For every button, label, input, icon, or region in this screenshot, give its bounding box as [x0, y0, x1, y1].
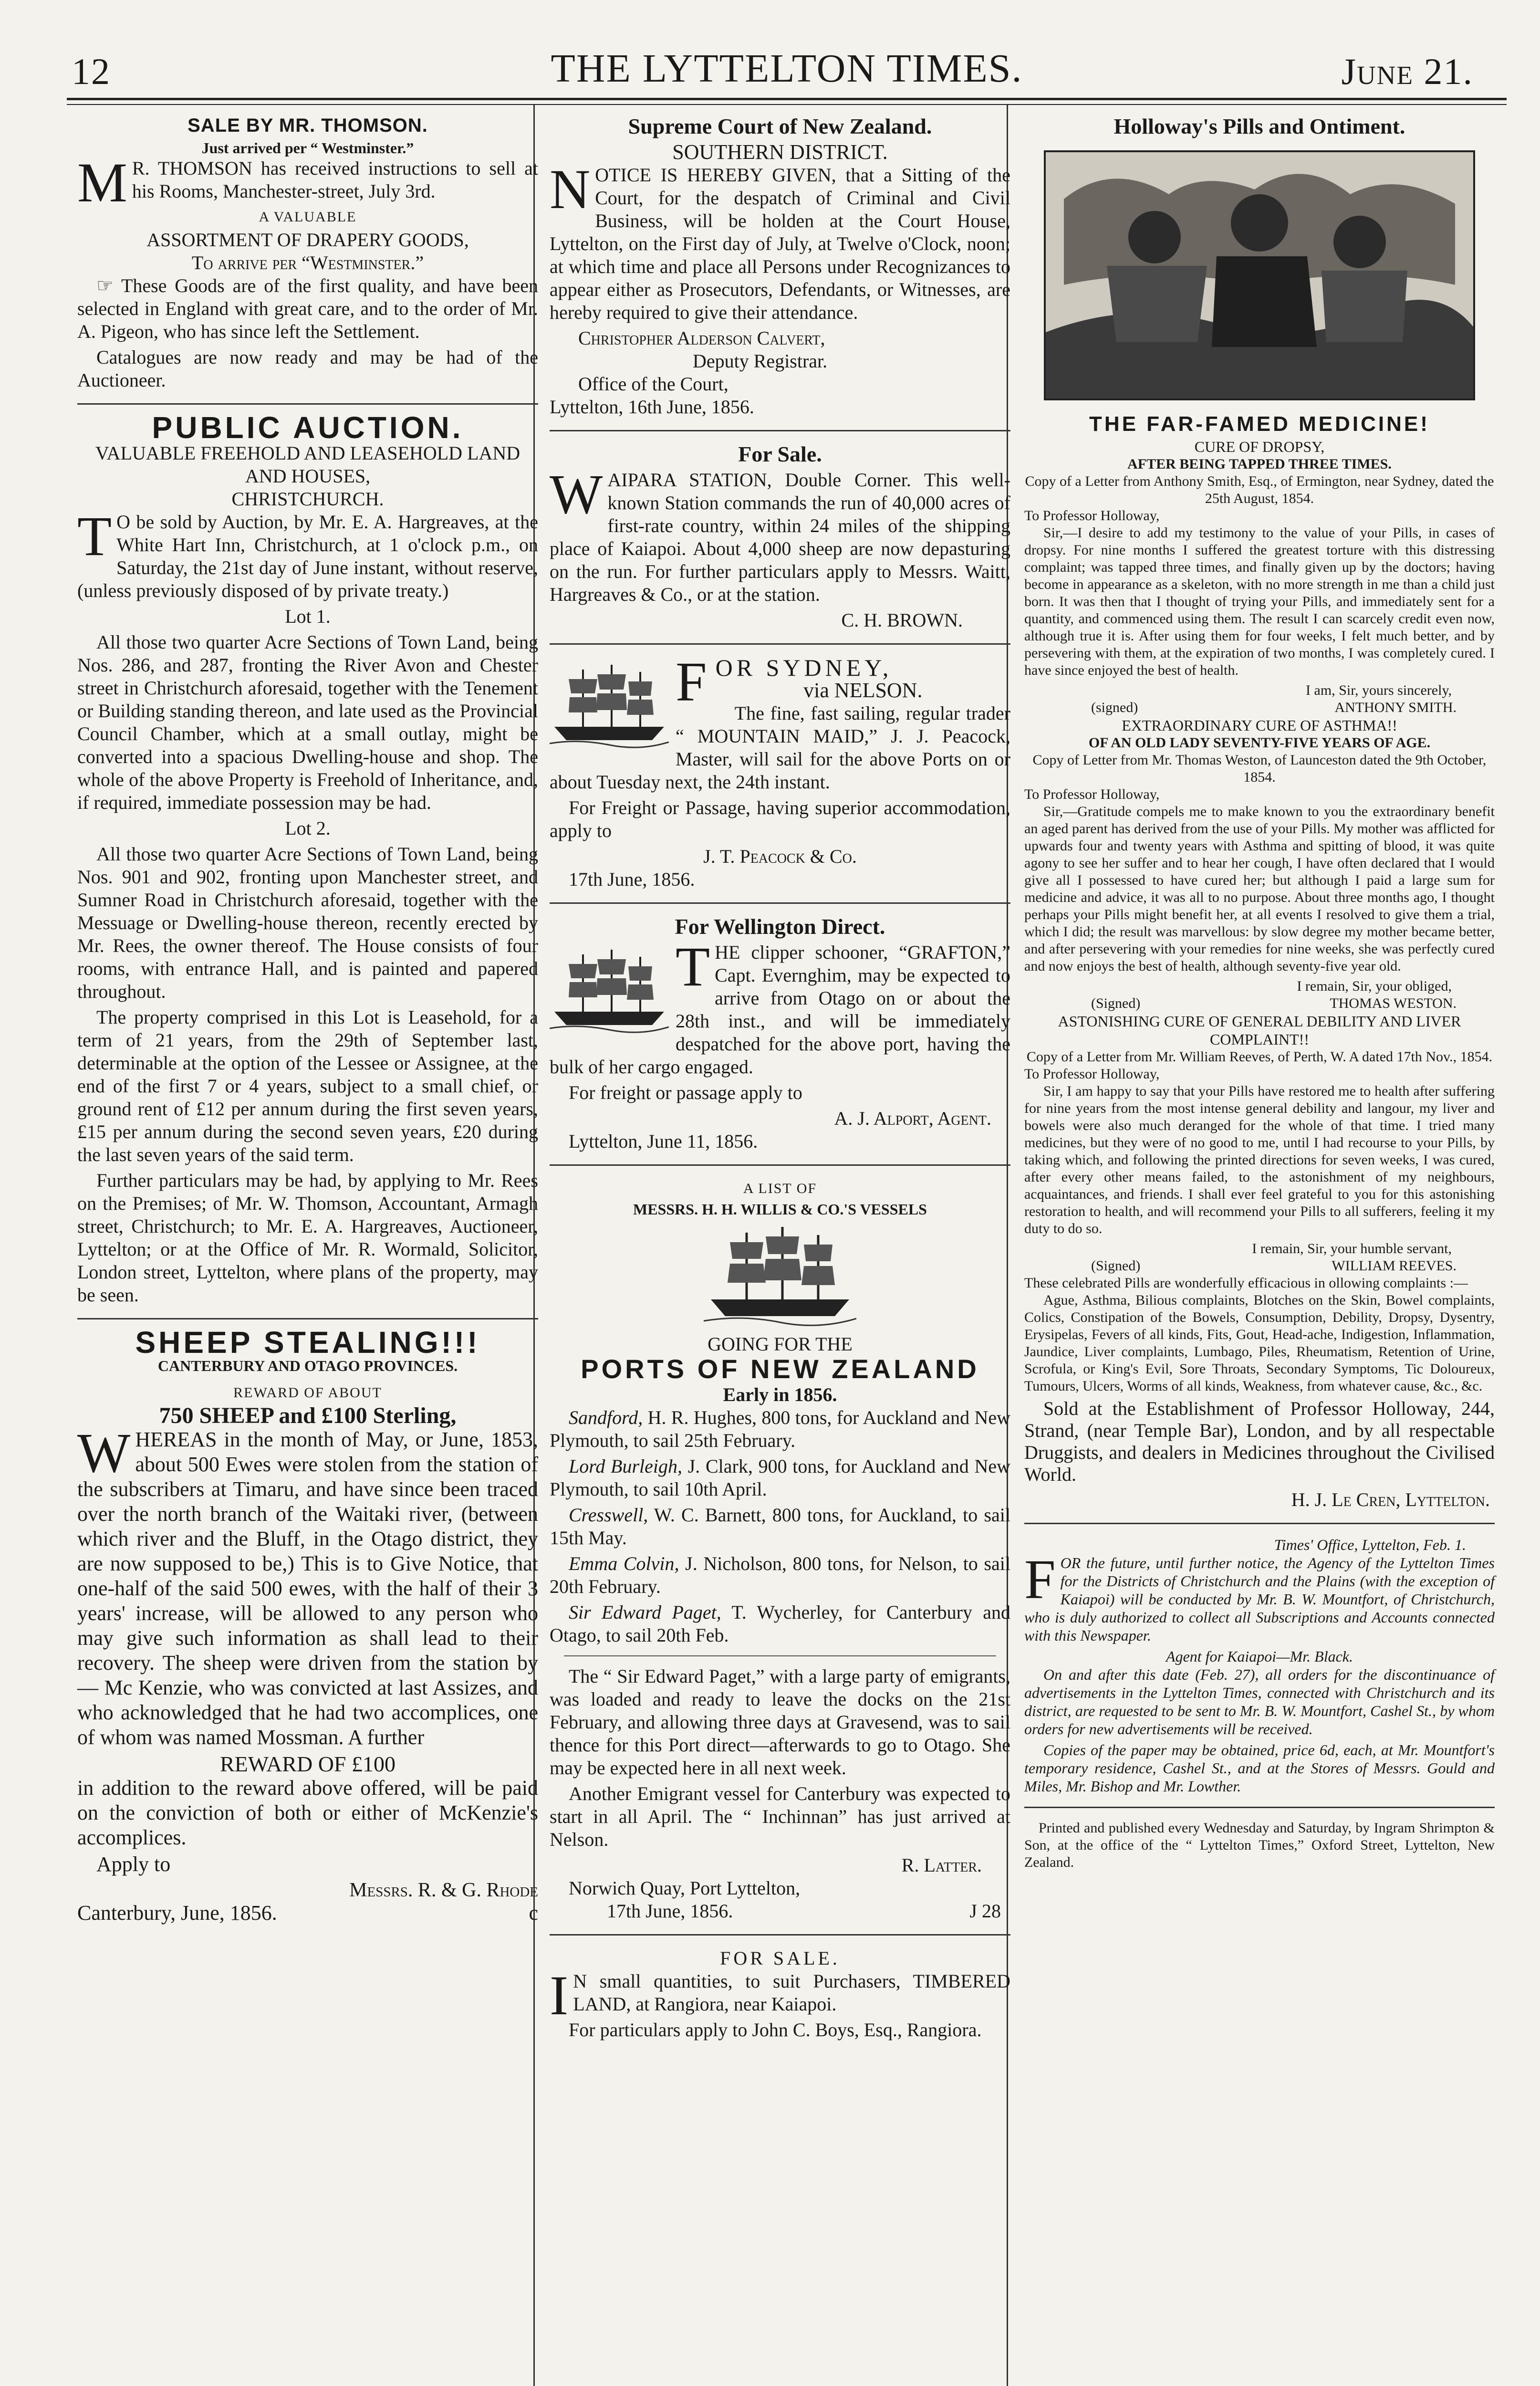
ad-heading: PUBLIC AUCTION.: [152, 410, 464, 445]
ad-body: in addition to the reward above offered, will be paid on the conviction of both or either of McKenzie's accomplices.: [77, 1776, 538, 1849]
place: Office of the Court,: [578, 373, 728, 395]
ad-body: AIPARA STATION, Double Corner. This well-known Station commands the run of 40,000 acres of first-rate country, within 24 miles of the shipping place of Kaiapoi. About 4,000 sheep are now depasturing on the run. For further particulars apply to Messrs. Waitt, Hargreaves & Co., or at the station.: [550, 469, 1010, 605]
letter-subheading: OF AN OLD LADY SEVENTY-FIVE YEARS OF AGE.: [1088, 735, 1431, 751]
divider: [550, 430, 1010, 431]
drop-cap: F: [676, 650, 711, 713]
ad-body: OTICE IS HEREBY GIVEN, that a Sitting of the Court, for the despatch of Criminal and Civil Business, will be holden at the Court House, Lyttelton, on the First day of July, at Twelve o'Clock, noon; at which time and place all Persons under Recognizances to appear either as Prosecutors, Defendants, or Witnesses, are hereby required to give their attendance.: [550, 164, 1010, 323]
divider: [550, 1934, 1010, 1936]
signed-label: (Signed): [1091, 1258, 1141, 1274]
letter-signature: WILLIAM REEVES.: [1332, 1258, 1457, 1274]
ad-subheading: CANTERBURY AND OTAGO PROVINCES.: [157, 1357, 458, 1374]
ad-heading: Holloway's Pills and Ontiment.: [1113, 114, 1405, 138]
ad-subheading: SOUTHERN DISTRICT.: [672, 140, 888, 164]
ad-line: GOING FOR THE: [708, 1333, 853, 1355]
ad-willis-vessels: [550, 1177, 1010, 1923]
ad-public-auction: [77, 410, 538, 1307]
issue-date: June 21.: [1341, 51, 1473, 92]
drop-cap: F: [1024, 1548, 1056, 1611]
ad-line: A VALUABLE: [259, 209, 357, 225]
date: 17th June, 1856.: [607, 1900, 733, 1922]
divider: [1024, 1807, 1495, 1808]
vessel-details: J. Clark, 900 tons, for Auckland and New Plymouth, to sail 10th April.: [550, 1455, 1011, 1500]
engraving-illustration: [1035, 142, 1484, 409]
drop-cap: W: [550, 463, 603, 525]
letter-close: I remain, Sir, your obliged,: [1297, 978, 1452, 994]
signature-role: Deputy Registrar.: [693, 350, 828, 372]
ad-line: ASSORTMENT OF DRAPERY GOODS,: [146, 229, 469, 251]
date: Lyttelton, June 11, 1856.: [569, 1130, 758, 1152]
agent-line: Agent for Kaiapoi—Mr. Black.: [1166, 1648, 1353, 1665]
vessel-name: Emma Colvin,: [569, 1553, 679, 1574]
column-3: [1014, 112, 1505, 2386]
drop-cap: T: [77, 505, 112, 567]
ad-body: The fine, fast sailing, regular trader “ MOUNTAIN MAID,” J. J. Peacock, Master, will sail for the above Ports on or about Tuesday next, the 24th instant.: [550, 702, 1010, 793]
vessel-entry: [550, 1406, 1010, 1452]
printer-imprint: Printed and published every Wednesday and Saturday, by Ingram Shrimpton & Son, at the office of the “ Lyttelton Times,” Oxford Street, Lyttelton, New Zealand.: [1024, 1820, 1495, 1870]
signature: Christopher Alderson Calvert,: [578, 327, 825, 349]
ad-body: Catalogues are now ready and may be had of the Auctioneer.: [77, 346, 538, 391]
divider: [1024, 1523, 1495, 1524]
vessel-entry: [550, 1601, 1010, 1647]
ad-body: All those two quarter Acre Sections of Town Land, being Nos. 286, and 287, fronting the River Avon and Chester street in Christchurch aforesaid, together with the Tenement or Building standing thereon, and late used as the Provincial Council Chamber, which at a small outlay, might be converted into a spacious Dwelling-house and shop. The whole of the above Property is Freehold of Inheritance, and, if required, immediate possession may be had.: [77, 631, 538, 813]
signature: A. J. Alport, Agent.: [834, 1108, 991, 1129]
pointing-hand-icon: ☞: [96, 275, 114, 296]
reward-amount: REWARD OF £100: [219, 1752, 396, 1776]
divider: [77, 403, 538, 405]
vessel-name: Sir Edward Paget,: [569, 1601, 721, 1623]
letter-heading: ASTONISHING CURE OF GENERAL DEBILITY AND LIVER COMPLAINT!!: [1058, 1013, 1461, 1048]
notice-body: On and after this date (Feb. 27), all orders for the discontinuance of advertisements in the Lyttelton Times, connected with Christchurch and its district, are requested to be sent to Mr. B. W. Mountfort, Cashel St., by whom orders for new advertisements will be received.: [1024, 1666, 1495, 1737]
ad-subheading: VALUABLE FREEHOLD AND LEASEHOLD LAND AND HOUSES,: [95, 442, 520, 487]
ad-wellington-direct: [550, 915, 1010, 1153]
ad-body: For Freight or Passage, having superior accommodation, apply to: [550, 797, 1010, 841]
letter-body: Sir, I am happy to say that your Pills have restored me to health after suffering for nine years from the most intense general debility and langour, my liver and bowels were also much deranged for the whole of that time. I tried many medicines, but they were of no good to me, until I had recourse to your Pills, by taking which, and following the printed directions for seven weeks, I was cured, after every other means failed, to the astonishment of my neighbours, acquaintances, and friends. I shall ever feel grateful to you for this astonishing restoration to health, and will recommend your Pills to all sufferers, feeling it my duty to do so.: [1024, 1083, 1495, 1236]
divider: [550, 902, 1010, 904]
divider: [77, 1318, 538, 1319]
letter-intro: Copy of a Letter from Mr. William Reeves, of Perth, W. A dated 17th Nov., 1854.: [1026, 1049, 1493, 1065]
ad-thomson-sale: [77, 114, 538, 392]
letter-body: Sir,—I desire to add my testimony to the value of your Pills, in cases of dropsy. For nine months I suffered the greatest torture with this distressing complaint; was tapped three times, and finally given up by the doctors; having become in appearance as a skeleton, with no more strength in me than a child just born. It was then that I thought of trying your Pills, and immediately sent for a quantity, and commenced using them. The result I can scarcely credit even now, although true it is. After using them for four weeks, I felt much better, and by persevering with them, at the expiration of two months, I was completely cured. I have since enjoyed the best of health.: [1024, 525, 1495, 678]
ad-subheading: CURE OF DROPSY,: [1194, 438, 1325, 455]
signed-label: (Signed): [1091, 995, 1141, 1011]
ad-body: O be sold by Auction, by Mr. E. A. Hargreaves, at the White Hart Inn, Christchurch, at 1 o'clock p.m., on Saturday, the 21st day of June instant, without reserve, (unless previously disposed of by private treaty.): [77, 511, 538, 601]
ad-heading: SHEEP STEALING!!!: [135, 1325, 480, 1360]
ad-for-sydney: [550, 650, 1010, 891]
divider: [564, 1655, 996, 1656]
vessel-entry: [550, 1552, 1010, 1598]
reward-label: REWARD OF ABOUT: [233, 1385, 382, 1401]
ad-subheading: CHRISTCHURCH.: [231, 488, 384, 510]
letter-heading: EXTRAORDINARY CURE OF ASTHMA!!: [1122, 717, 1397, 734]
ship-icon: [550, 945, 669, 1036]
notice-body: OR the future, until further notice, the Agency of the Lyttelton Times for the Districts of Christchurch and the Plains (with the exception of Kaiapoi) will be conducted by Mr. B. W. Mountfort, of Christchurch, who is duly authorized to collect all Subscriptions and Accounts connected with this Newspaper.: [1024, 1554, 1495, 1644]
ad-body: These Goods are of the first quality, and have been selected in England with great care, and to the order of Mr. A. Pigeon, who has since left the Settlement.: [77, 275, 538, 342]
signature: C. H. BROWN.: [841, 609, 963, 631]
divider: [550, 1164, 1010, 1166]
ad-body: HEREAS in the month of May, or June, 1853, about 500 Ewes were stolen from the station of the subscribers at Timaru, and have since been traced over the north branch of the Waitaki river, (between which river and the Bluff, in the Otago district, they are now supposed to be,) This is to Give Notice, that one-half of the said 500 ewes, with the half of their 3 years' increase, will be allowed to any person who may give such information as shall lead to their recovery. The sheep were driven from the station by — Mc Kenzie, who was convicted at last Assizes, and who acknowledged that he had two accomplices, one of whom was named Mossman. A further: [77, 1428, 538, 1749]
masthead-rule: [67, 98, 1507, 105]
ad-body: For particulars apply to John C. Boys, Esq., Rangiora.: [569, 2019, 982, 2041]
efficacy-note: These celebrated Pills are wonderfully efficacious in ollowing complaints :—: [1024, 1275, 1468, 1291]
signature: Messrs. R. & G. Rhode: [349, 1879, 538, 1901]
place-date: Canterbury, June, 1856.: [77, 1901, 277, 1925]
reward-amount: 750 SHEEP and £100 Sterling,: [159, 1403, 457, 1428]
drop-cap: M: [77, 151, 127, 214]
ad-body: All those two quarter Acre Sections of Town Land, being Nos. 901 and 902, fronting upon Manchester street, and Sumner Road in Christchurch aforesaid, together with the Messuage or Dwelling-house thereon, recently erected by Mr. Rees, the owner thereof. The House consists of four rooms, with entrance Hall, and is painted and papered throughout.: [77, 843, 538, 1002]
vessel-list: [550, 1406, 1010, 1647]
ad-body: Further particulars may be had, by applying to Mr. Rees on the Premises; of Mr. W. Thomson, Accountant, Armagh street, Christchurch; to Mr. E. A. Hargreaves, Auctioneer, Lyttelton; or at the Office of Mr. R. Wormald, Solicitor, London street, Lyttelton, where plans of the property, may be seen.: [77, 1170, 538, 1306]
letter-intro: Copy of Letter from Mr. Thomas Weston, of Launceston dated the 9th October, 1854.: [1032, 752, 1487, 785]
sold-at: Sold at the Establishment of Professor Holloway, 244, Strand, (near Temple Bar), London, and by all respectable Druggists, and dealers in Medicines throughout the Civilised World.: [1024, 1398, 1495, 1485]
vessel-name: Cresswell,: [569, 1504, 648, 1526]
divider: [550, 643, 1010, 645]
date: 17th June, 1856.: [569, 869, 695, 890]
letter-signature: THOMAS WESTON.: [1330, 995, 1457, 1011]
ad-sheep-stealing: [77, 1325, 538, 1925]
ad-body: Apply to: [96, 1852, 171, 1876]
ad-holloways-pills: [1024, 115, 1495, 1511]
newspaper-title: THE LYTTELTON TIMES.: [551, 46, 1023, 91]
vessel-details: H. R. Hughes, 800 tons, for Auckland and New Plymouth, to sail 25th February.: [550, 1407, 1011, 1451]
notice-body: Copies of the paper may be obtained, price 6d, each, at Mr. Mountfort's temporary residence, Cashel St., and at the Stores of Messrs. Gould and Miles, Mr. Bishop and Mr. Lowther.: [1024, 1741, 1495, 1795]
drop-cap: T: [676, 935, 710, 998]
lot-label: Lot 1.: [285, 606, 331, 627]
ad-ref: J 28: [969, 1900, 1001, 1922]
ad-mark: c: [529, 1901, 538, 1925]
signature: R. Latter.: [901, 1854, 982, 1876]
ad-subheading: AFTER BEING TAPPED THREE TIMES.: [1127, 456, 1392, 472]
ad-heading: For Wellington Direct.: [675, 914, 885, 939]
ad-body: R. THOMSON has received instructions to sell at his Rooms, Manchester-street, July 3rd.: [132, 157, 538, 202]
ad-subheading: Just arrived per “ Westminster.”: [201, 139, 414, 157]
date: Lyttelton, 16th June, 1856.: [550, 396, 754, 418]
letter-close: I am, Sir, yours sincerely,: [1306, 682, 1452, 698]
vessel-entry: [550, 1455, 1010, 1501]
ad-supreme-court: [550, 115, 1010, 419]
letter-intro: Copy of a Letter from Anthony Smith, Esq., of Ermington, near Sydney, dated the 25th August, 1854.: [1025, 473, 1494, 506]
ad-heading: Supreme Court of New Zealand.: [628, 114, 932, 138]
letter-signature: ANTHONY SMITH.: [1334, 700, 1457, 715]
column-1: [67, 112, 549, 2386]
ad-banner: THE FAR-FAMED MEDICINE!: [1089, 412, 1430, 436]
ship-icon: [704, 1223, 856, 1328]
ad-timbered-land: [550, 1947, 1010, 2041]
letter-salutation: To Professor Holloway,: [1024, 786, 1160, 802]
letter-body: Sir,—Gratitude compels me to make known to you the extraordinary benefit an aged parent has derived from the use of your Pills. My mother was afflicted for upwards four and twenty years with Asthma and spitting of blood, it was quite agony to see her suffer and to hear her cough, I have often declared that I would give all I possessed to have cured her; but although I paid a large sum for medicine and advice, it was all to no purpose. About three months ago, I thought perhaps your Pills might benefit her, at all events I resolved to give them a trial, which I did; the result was marvellous: by slow degree my mother became better, and after persevering with your remedies for nine weeks, she was perfectly cured and now enjoys the best of health, although seventy-five year old.: [1024, 804, 1495, 974]
ad-waipara-station: [550, 443, 1010, 632]
signed-label: (signed): [1091, 700, 1138, 715]
vessel-details: W. C. Barnett, 800 tons, for Auckland, to sail 15th May.: [550, 1504, 1011, 1549]
complaints-list: Ague, Asthma, Bilious complaints, Blotches on the Skin, Bowel complaints, Colics, Constipation of the Bowels, Consumption, Debility, Dropsy, Dysentry, Erysipelas, Fevers of all kinds, Fits, Gout, Head-ache, Indigestion, Inflammation, Jaundice, Liver complaints, Lumbago, Piles, Rheumatism, Retention of Urine, Scrofula, or King's Evil, Sore Throats, Secondary Symptoms, Tic Doloureux, Tumours, Ulcers, Worms of all kinds, Weakness, from whatever cause, &c., &c.: [1024, 1292, 1495, 1394]
ad-body: Another Emigrant vessel for Canterbury was expected to start in all April. The “ Inchinnan” has just arrived at Nelson.: [550, 1783, 1010, 1850]
vessel-name: Lord Burleigh,: [569, 1455, 683, 1477]
dateline: Times' Office, Lyttelton, Feb. 1.: [1274, 1536, 1466, 1553]
ad-line: A LIST OF: [743, 1181, 817, 1196]
agent-signature: H. J. Le Cren, Lyttelton.: [1291, 1489, 1490, 1510]
ad-body: The “ Sir Edward Paget,” with a large party of emigrants, was loaded and ready to leave the docks on the 21st February, and allowing three days at Gravesend, was to sail thence for this Port direct—afterwards to go to Otago. She may be expected here in all next week.: [550, 1665, 1010, 1779]
ad-line: To arrive per “Westminster.”: [191, 252, 424, 273]
drop-cap: W: [77, 1422, 131, 1484]
letter-salutation: To Professor Holloway,: [1024, 1066, 1160, 1082]
ad-body: HE clipper schooner, “GRAFTON,” Capt. Evernghim, may be expected to arrive from Otago on or about the 28th inst., and will be immediately despatched for the above port, having the bulk of her cargo engaged.: [550, 942, 1010, 1078]
ad-heading: For Sale.: [738, 442, 822, 466]
masthead: [72, 45, 1502, 98]
ad-heading: OR SYDNEY,: [715, 654, 893, 681]
ad-times-office: [1024, 1536, 1495, 1795]
letter-close: I remain, Sir, your humble servant,: [1252, 1241, 1452, 1256]
ad-body: N small quantities, to suit Purchasers, TIMBERED LAND, at Rangiora, near Kaiapoi.: [573, 1970, 1010, 2015]
signature: J. T. Peacock & Co.: [703, 846, 857, 867]
lot-label: Lot 2.: [285, 817, 331, 839]
letter-salutation: To Professor Holloway,: [1024, 508, 1160, 523]
ad-line: MESSRS. H. H. WILLIS & CO.'S VESSELS: [633, 1201, 927, 1218]
vessel-entry: [550, 1504, 1010, 1549]
vessel-details: T. Wycherley, for Canterbury and Otago, to sail 20th Feb.: [550, 1601, 1010, 1646]
ad-heading: SALE BY MR. THOMSON.: [187, 115, 428, 136]
vessel-name: Sandford,: [569, 1407, 643, 1428]
drop-cap: N: [550, 158, 591, 220]
page-number: 12: [72, 51, 111, 92]
ad-subheading: via NELSON.: [803, 679, 923, 702]
vessel-details: J. Nicholson, 800 tons, for Nelson, to sail 20th February.: [550, 1553, 1010, 1597]
drop-cap: I: [550, 1964, 569, 2027]
ad-heading: PORTS OF NEW ZEALAND: [581, 1354, 979, 1384]
ad-line: Early in 1856.: [723, 1384, 837, 1405]
ad-body: For freight or passage apply to: [569, 1082, 802, 1103]
ship-icon: [550, 660, 669, 751]
ad-body: The property comprised in this Lot is Leasehold, for a term of 21 years, from the 29th of September last, determinable at the option of the Lessee or Assignee, at the end of the first 7 or 4 years, subject to a small chief, or ground rent of £12 per annum during the first seven years, £15 per annum during the second seven years, £20 during the last seven years of the said term.: [77, 1006, 538, 1165]
ad-heading: FOR SALE.: [720, 1947, 840, 1969]
place: Norwich Quay, Port Lyttelton,: [569, 1877, 801, 1899]
column-2: [539, 112, 1021, 2386]
